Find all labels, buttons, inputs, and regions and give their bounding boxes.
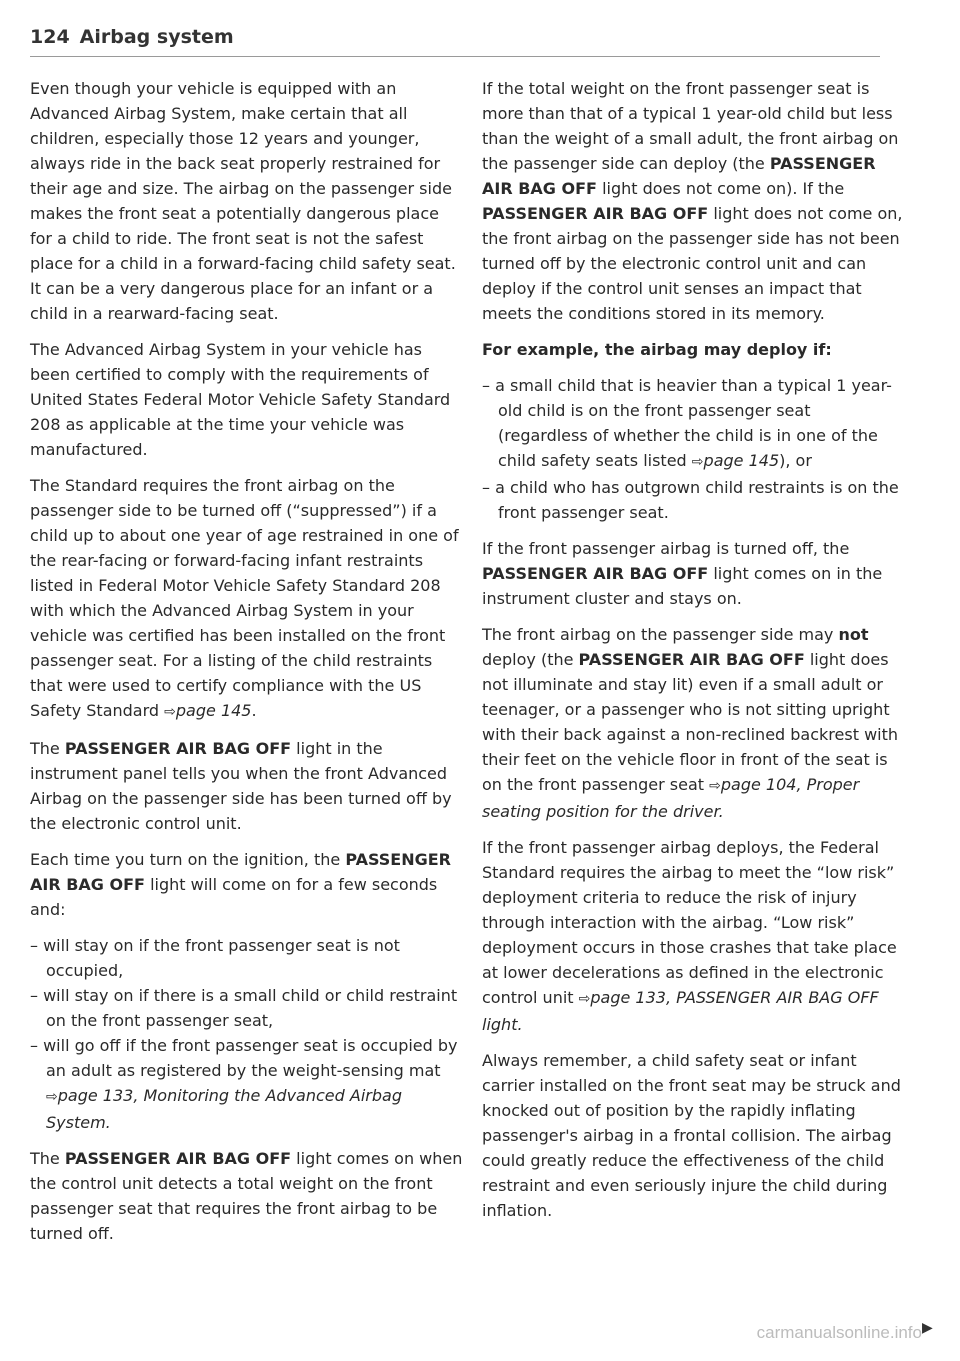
list-item: – will stay on if the front passenger seat is not occupied, bbox=[30, 936, 400, 980]
list-item: – a small child that is heavier than a typical 1 year-old child is on the front passenger seat (regardless of whether the child is in one of the child safety seats listed ⇨page 145), or bbox=[482, 376, 892, 470]
reference-arrow-icon: ⇨ bbox=[46, 1089, 58, 1105]
reference-arrow-icon: ⇨ bbox=[164, 704, 176, 720]
warning-light-label: PASSENGER AIR BAG OFF bbox=[482, 204, 709, 223]
list-item: – a child who has outgrown child restraints is on the front passenger seat. bbox=[482, 478, 899, 522]
warning-light-label: PASSENGER AIR BAG OFF bbox=[64, 1149, 292, 1168]
reference-arrow-icon: ⇨ bbox=[709, 778, 721, 794]
page-reference-link[interactable]: page 145 bbox=[175, 701, 252, 720]
warning-light-label: PASSENGER AIR BAG OFF bbox=[482, 564, 709, 583]
right-column bbox=[482, 76, 904, 1234]
paragraph: Always remember, a child safety seat or infant carrier installed on the front seat may be struck and knocked out of position by the rapidly inflating passenger's airbag in a frontal collision. The airbag could greatly reduce the effectiveness of the child restraint and even seriously injure the child during inflation. bbox=[482, 1051, 901, 1220]
section-title: Airbag system bbox=[79, 26, 234, 48]
page-reference-link[interactable]: page 104, Proper seating position for the driver. bbox=[482, 775, 860, 821]
paragraph: Even though your vehicle is equipped with an Advanced Airbag System, make certain that all children, especially those 12 years and younger, always ride in the back seat properly restrained for their age and size. The airbag on the passenger side makes the front seat a potentially dangerous place for a child to ride. The front seat is not the safest place for a child in a forward-facing child safety seat. It can be a very dangerous place for an infant or a child in a rearward-facing seat. bbox=[30, 79, 456, 323]
example-heading: For example, the airbag may deploy if: bbox=[482, 340, 832, 359]
warning-light-label: PASSENGER AIR BAG OFF bbox=[30, 850, 451, 894]
bullet-list bbox=[482, 373, 904, 525]
paragraph: The front airbag on the passenger side may not deploy (the PASSENGER AIR BAG OFF light does not illuminate and stay lit) even if a small adult or teenager, or a passenger who is not sitting upright with their back against a non-reclined backrest with their feet on the vehicle floor in front of the seat is on the front passenger seat ⇨page 104, Proper seating position for the driver. bbox=[482, 625, 899, 821]
reference-arrow-icon: ⇨ bbox=[691, 454, 704, 470]
page-reference-link[interactable]: page 145 bbox=[703, 451, 780, 470]
bullet-list bbox=[30, 933, 464, 1135]
left-column bbox=[30, 76, 464, 1257]
paragraph: The PASSENGER AIR BAG OFF light comes on when the control unit detects a total weight on the front passenger seat that requires the front airbag to be turned off. bbox=[30, 1149, 463, 1243]
continued-arrow-icon: ▶ bbox=[922, 1320, 933, 1336]
paragraph: If the total weight on the front passenger seat is more than that of a typical 1 year-old child but less than the weight of a small adult, the front airbag on the passenger side can deploy (the PASSENGER AIR BAG OFF light does not come on). If the PASSENGER AIR BAG OFF light does not come on, the front airbag on the passenger side has not been turned off by the electronic control unit and can deploy if the control unit senses an impact that meets the conditions stored in its memory. bbox=[482, 79, 903, 323]
warning-light-label: PASSENGER AIR BAG OFF bbox=[64, 739, 292, 758]
paragraph: Each time you turn on the ignition, the PASSENGER AIR BAG OFF light will come on for a few seconds and: bbox=[30, 850, 451, 919]
header-rule bbox=[30, 56, 880, 57]
warning-light-label: PASSENGER AIR BAG OFF bbox=[578, 650, 805, 669]
paragraph: The Advanced Airbag System in your vehicle has been certified to comply with the requirements of United States Federal Motor Vehicle Safety Standard 208 as applicable at the time your vehicle was manufactured. bbox=[30, 340, 451, 459]
paragraph: The Standard requires the front airbag on the passenger side to be turned off (“suppressed”) if a child up to about one year of age restrained in one of the rear-facing or forward-facing infant restraints listed in Federal Motor Vehicle Safety Standard 208 with which the Advanced Airbag System in your vehicle was certified has been installed on the front passenger seat. For a listing of the child restraints that were used to certify compliance with the US Safety Standard ⇨page 145. bbox=[30, 476, 459, 720]
emphasis-not: not bbox=[838, 625, 869, 644]
reference-arrow-icon: ⇨ bbox=[578, 991, 591, 1007]
list-item: – will stay on if there is a small child or child restraint on the front passenger seat, bbox=[30, 986, 458, 1030]
paragraph: The PASSENGER AIR BAG OFF light in the instrument panel tells you when the front Advanced Airbag on the passenger side has been turned off by the electronic control unit. bbox=[30, 739, 452, 833]
page-reference-link[interactable]: page 133, Monitoring the Advanced Airbag System. bbox=[46, 1086, 402, 1132]
list-item: – will go off if the front passenger seat is occupied by an adult as registered by the weight-sensing mat ⇨page 133, Monitoring the Advanced Airbag System. bbox=[30, 1036, 458, 1132]
page-reference-link[interactable]: page 133, PASSENGER AIR BAG OFF light. bbox=[482, 988, 879, 1034]
warning-light-label: PASSENGER AIR BAG OFF bbox=[482, 154, 876, 198]
watermark: carmanualsonline.info bbox=[756, 1323, 922, 1342]
page-number: 124 bbox=[30, 26, 70, 48]
paragraph: If the front passenger airbag deploys, the Federal Standard requires the airbag to meet the “low risk” deployment criteria to reduce the risk of injury through interaction with the airbag. “Low risk” deployment occurs in those crashes that take place at lower decelerations as defined in the electronic control unit ⇨page 133, PASSENGER AIR BAG OFF light. bbox=[482, 838, 897, 1034]
paragraph: If the front passenger airbag is turned off, the PASSENGER AIR BAG OFF light comes on in the instrument cluster and stays on. bbox=[482, 539, 883, 608]
page-header bbox=[30, 26, 880, 57]
